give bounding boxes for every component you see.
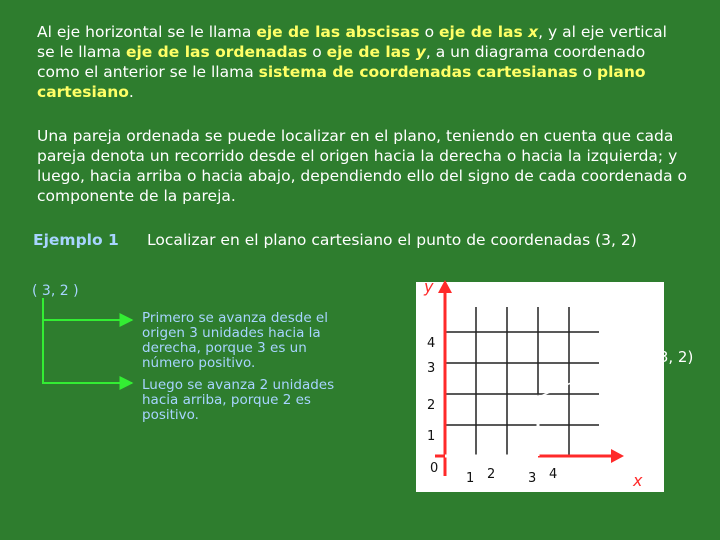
point-label: (3, 2) [653, 348, 694, 366]
ordered-pair-paragraph: Una pareja ordenada se puede localizar en el plano, teniendo en cuenta que cada pareja denota un recorrido desde el origen hacia la derecha o hacia la izquierda; y luego, hacia arriba o hacia abajo, dependiendo ello del signo de cada coordenada o componente de la pareja. [37, 127, 687, 205]
plane-background [416, 282, 664, 492]
y-tick-label: 3 [427, 361, 436, 376]
x-tick-label: 1 [466, 471, 475, 486]
bracket-arrow-step1 [43, 298, 132, 320]
term-cartesian-plane: plano cartesiano [37, 63, 646, 101]
definition-paragraph: Al eje horizontal se le llama eje de las abscisas o eje de las x, y al eje vertical se le llama eje de las ordenadas o eje de las y, a un diagrama coordenado como el anterior se le llama sistema de coordenadas cartesianas o plano cartesiano. [37, 23, 667, 101]
x-tick-label: 2 [487, 467, 496, 482]
x-axis-label: x [633, 471, 643, 490]
step2-note: Luego se avanza 2 unidades hacia arriba, porque 2 es positivo. [142, 377, 335, 423]
x-tick-label: 4 [549, 467, 558, 482]
step1-note: Primero se avanza desde el origen 3 unidades hacia la derecha, porque 3 es un número positivo. [142, 310, 328, 371]
y-tick-label: 2 [427, 398, 436, 413]
ordered-pair-label: ( 3, 2 ) [32, 283, 79, 299]
x-tick-label: 3 [528, 471, 537, 486]
example-label: Ejemplo 1 [33, 231, 119, 249]
origin-label: 0 [430, 461, 439, 476]
term-ordinate-axis: eje de las ordenadas [125, 43, 308, 61]
bracket-arrow-step2 [43, 320, 132, 383]
term-cartesian-system: sistema de coordenadas cartesianas [258, 63, 578, 81]
term-abscissa-axis: eje de las abscisas [256, 23, 420, 41]
y-tick-label: 4 [427, 336, 436, 351]
term-y-axis: eje de las y [326, 43, 426, 61]
y-tick-label: 1 [427, 429, 436, 444]
term-x-axis: eje de las x [439, 23, 539, 41]
y-axis-label: y [424, 277, 434, 296]
example-statement: Localizar en el plano cartesiano el punto de coordenadas (3, 2) [147, 231, 637, 249]
